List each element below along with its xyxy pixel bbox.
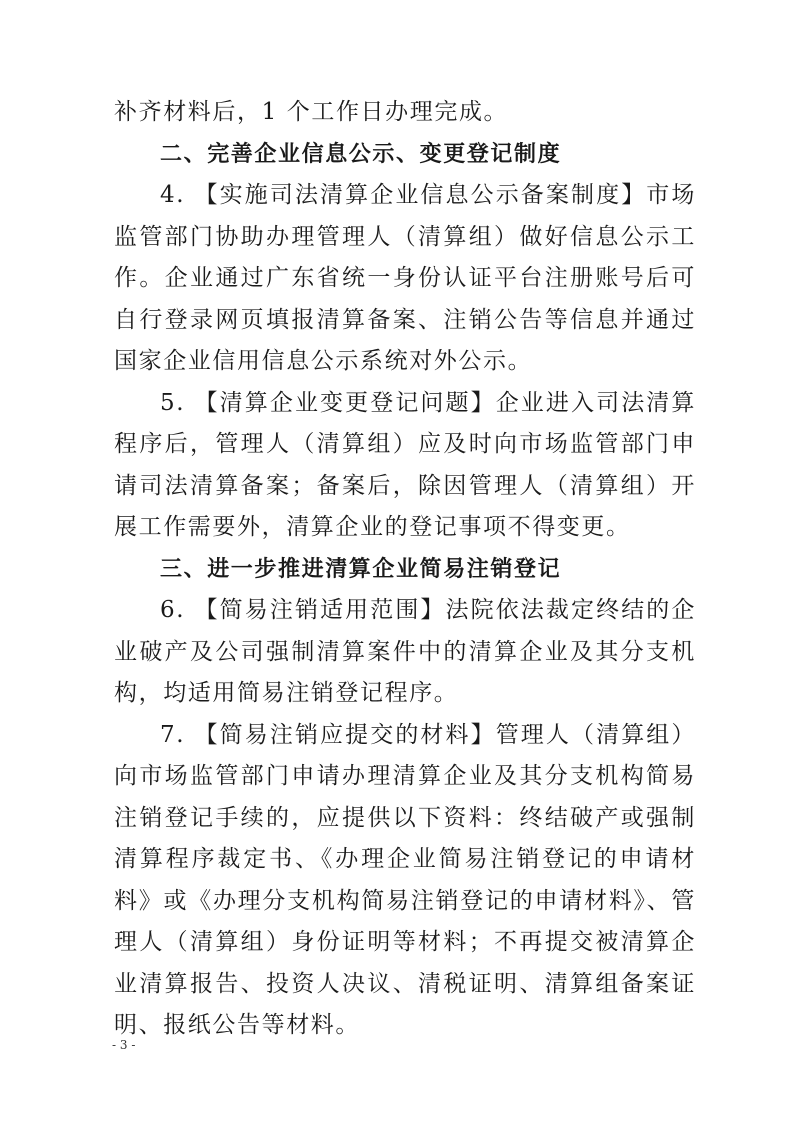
page-number: - 3 - (112, 1038, 136, 1052)
paragraph-item-5: 5. 【清算企业变更登记问题】企业进入司法清算程序后，管理人（清算组）应及时向市场监管部门申请司法清算备案；备案后，除因管理人（清算组）开展工作需要外，清算企业的登记事项不得变更。 (114, 389, 696, 540)
section-heading-3: 三、进一步推进清算企业简易注销登记 (160, 556, 562, 582)
paragraph-continuation: 补齐材料后，1 个工作日办理完成。 (114, 99, 509, 125)
document-body (114, 92, 696, 1047)
paragraph-item-7: 7. 【简易注销应提交的材料】管理人（清算组）向市场监管部门申请办理清算企业及其分支机构简易注销登记手续的，应提供以下资料：终结破产或强制清算程序裁定书、《办理企业简易注销登记的申请材料》或《办理分支机构简易注销登记的申请材料》、管理人（清算组）身份证明等材料；不再提交被清算企业清算报告、投资人决议、清税证明、清算组备案证明、报纸公告等材料。 (114, 721, 696, 1038)
section-heading-2: 二、完善企业信息公示、变更登记制度 (160, 141, 562, 167)
paragraph-item-6: 6. 【简易注销适用范围】法院依法裁定终结的企业破产及公司强制清算案件中的清算企业及其分支机构，均适用简易注销登记程序。 (114, 597, 696, 706)
paragraph-item-4: 4. 【实施司法清算企业信息公示备案制度】市场监管部门协助办理管理人（清算组）做好信息公示工作。企业通过广东省统一身份认证平台注册账号后可自行登录网页填报清算备案、注销公告等信息并通过国家企业信用信息公示系统对外公示。 (114, 182, 696, 374)
